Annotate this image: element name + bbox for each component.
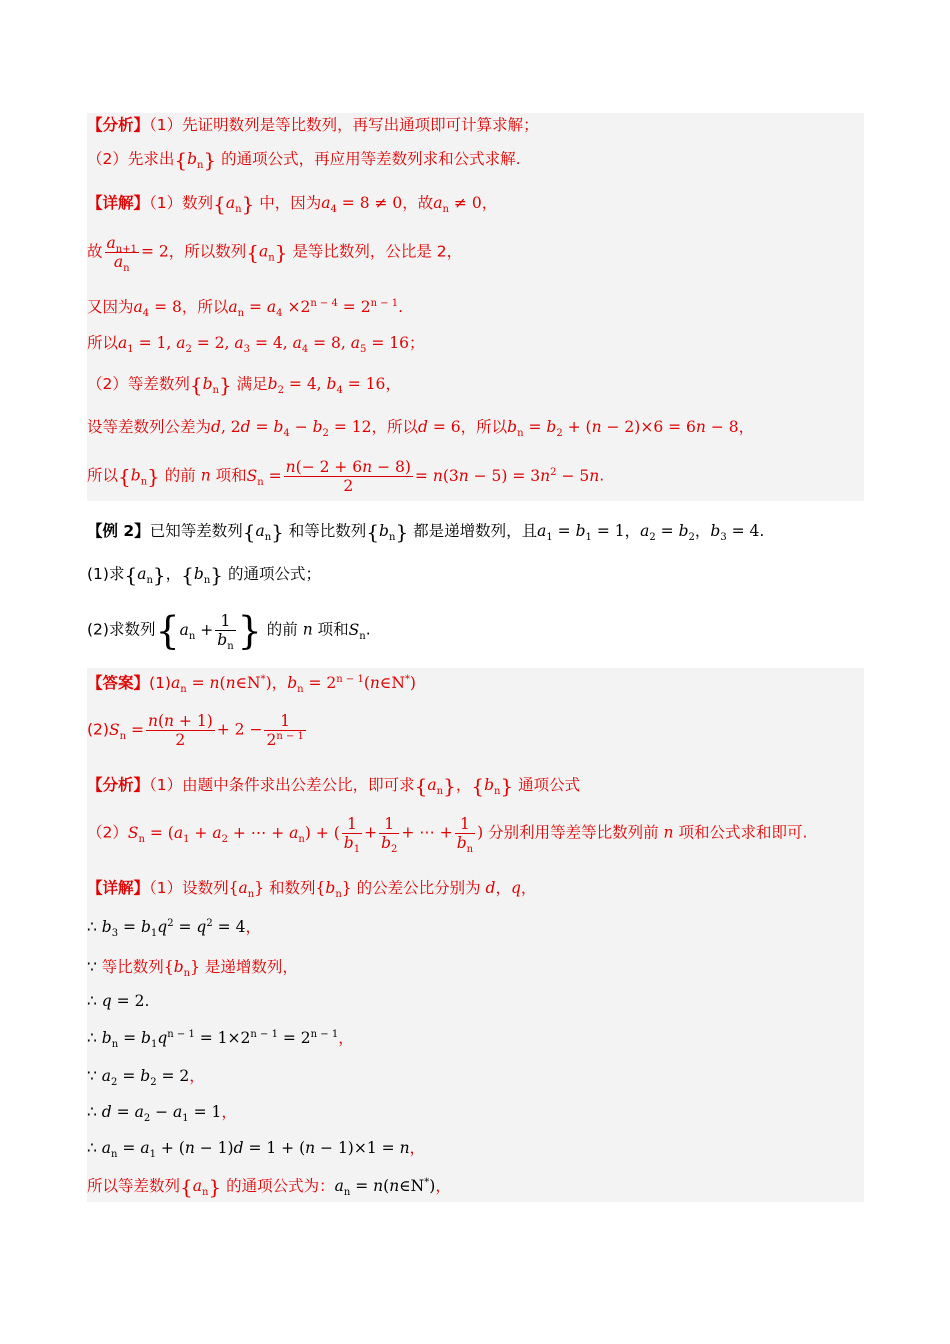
analysis-line-1: 【分析】（1）先证明数列是等比数列，再写出通项即可计算求解； [87,116,539,134]
detail-2-line-8: ∴ $a_n = a_1 + (n - 1)d = 1 + (n - 1)\times 1 = n$， [87,1139,426,1161]
question-2: (2)求数列{$a_n$ + $\frac{1}{b_n}$ } 的前 n 项和$S_n$. [87,608,371,653]
answer-line-1: 【答案】$(1)a_n$ = n(n∈N*)，$b_n$ = $2^{n - 1}(n\in N^*)$ [87,673,416,696]
detail-line-1: 【详解】（1）数列$\{a_n\}$ 中，因为$a_4 = 8 \ne 0$，故$a_n \ne 0$， [87,192,498,216]
analysis-2-line-1: 【分析】（1）由题中条件求出公差公比，即可求$\{a_n\}$，$\{b_n\}$ 通项公式 [87,774,581,798]
detail-line-4: 所以$a_1 = 1$, $a_2 = 2$, $a_3 = 4$, $a_4 = 8$, $a_5 = 16$； [87,334,425,356]
analysis-line-2: （2）先求出$\{b_n\}$ 的通项公式，再应用等差数列求和公式求解. [87,148,521,172]
detail-2-line-2: ∴ $b_3 = b_1q^2 = q^2 = 4$， [87,917,261,940]
detail-2-line-4: ∴ q = 2. [87,992,150,1010]
detail-2-line-5: ∴ $b_n = b_1q^{n - 1} = 1\times 2^{n - 1} = 2^{n - 1}$， [87,1028,354,1051]
answer-line-2: $(2)S_n$ = $\frac{n(n + 1)}{2}$ + 2 − $\frac{1}{2^{n - 1}}$ [87,712,304,749]
detail-line-2: 故 $\frac{a_{n+1}}{a_n}$ = 2，所以数列$\{a_n\}$ 是等比数列，公比是 2， [87,234,463,275]
example-2-statement: 【例 2】已知等差数列$\{a_n\}$ 和等比数列$\{b_n\}$ 都是递增数列，且$a_1 = b_1 = 1$，$a_2 = b_2$，$b_3 = 4$. [87,520,765,544]
detail-2-line-6: ∵ $a_2 = b_2 = 2$， [87,1067,205,1089]
detail-line-6: 设等差数列公差为d, $2d = b_4 - b_2 = 12$，所以d = 6，所以$b_n = b_2 + (n - 2)\times 6 = 6n - 8$， [87,418,755,440]
detail-2-line-1: 【详解】（1）设数列$\{a_n\}$ 和数列$\{b_n\}$ 的公差公比分别为 d，q， [87,879,537,901]
analysis-2-line-2: $(2)S_n = (a_1 + a_2$ + ⋯ + $a_n$) + ( $\frac{1}{b_1}$ + $\frac{1}{b_2}$ + ⋯ + $\frac{1}{b_n}$ ) 分别利用等差等比数列前 n 项和公式求和即可. [87,815,808,856]
question-1: (1)求$\{a_n\}$，$\{b_n\}$ 的通项公式； [87,563,321,587]
detail-line-3: 又因为$a_4 = 8$，所以$a_n = a_4 \times 2^{n - 4} = 2^{n - 1}$. [87,297,404,320]
detail-2-line-9: 所以等差数列$\{a_n\}$ 的通项公式为：$a_n$ = n(n∈N*)， [87,1175,451,1199]
detail-2-line-7: ∴ $d = a_2 - a_1 = 1$， [87,1103,237,1125]
detail-line-5: （2）等差数列$\{b_n\}$ 满足$b_2 = 4$, $b_4 = 16$， [87,373,401,397]
detail-2-line-3: ∵ 等比数列$\{b_n\}$ 是递增数列， [87,958,298,980]
detail-line-7: 所以$\{b_n\}$ 的前 n 项和$S_n$ = $\frac{n(- 2 + 6n - 8)}{2}$ = $n(3n - 5) = 3n^2 - 5n$. [87,458,605,495]
